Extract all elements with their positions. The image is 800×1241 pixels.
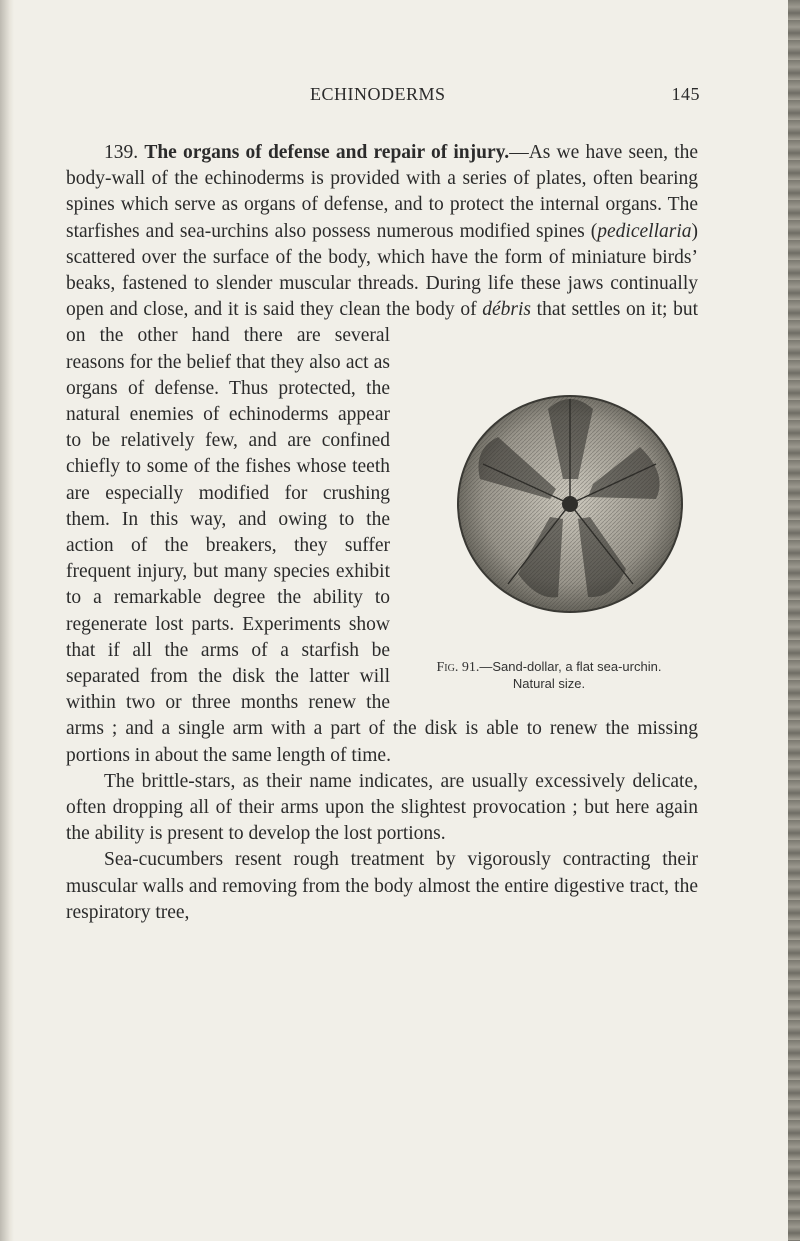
paragraph-brittle-stars: The brittle-stars, as their name indicates, are usually excessively delicate, often dropping all of their arms upon the slightest provocation ; but here again the ability is present to develop the lost portions. xyxy=(66,770,698,845)
figure-subcaption: Natural size. xyxy=(512,676,586,692)
term-pedicellaria: pedicellaria xyxy=(597,220,692,242)
section-number: 139. xyxy=(104,142,139,163)
sand-dollar-illustration xyxy=(428,329,698,659)
paragraph-text-c-content: that settles on it; but on the other hand there are several reasons for the belief that they also act as organs of defense. Thus protected, the natural enemies of echinoderms appear to be relatively few, and are confined chiefly to some of the fishes whose teeth are especially modified for crushing them. In this way, and owing to the action of the breakers, they suffer frequent injury, but many species exhibit to a remarkable degree the ability to regenerate lost parts. Experiments show that if all the arms of a starfish be separated from the disk the latter will within two or three months renew the arms ; and a single arm with a part of the disk is able to renew the missing portions in about the same length of time. xyxy=(66,299,698,766)
paragraph-text-c xyxy=(66,299,698,765)
page-number: 145 xyxy=(671,84,700,104)
paragraph-text-a: —As we have seen, the body-wall of the echinoderms is provided with a series of plates, often bearing spines which serve as organs of defense, and to protect the internal organs. The starfishes and sea-urchins also possess numerous modified spines ( xyxy=(66,142,698,242)
page-gutter-shadow xyxy=(0,0,14,1241)
paragraph-139 xyxy=(66,140,698,769)
body-text xyxy=(66,140,698,926)
figure-caption xyxy=(400,659,698,692)
figure-label: Fig. 91. xyxy=(436,660,480,676)
section-heading: The organs of defense and repair of injury. xyxy=(144,142,510,163)
running-title: ECHINODERMS xyxy=(310,84,446,104)
paragraph-sea-cucumbers: Sea-cucumbers resent rough treatment by vigorously contracting their muscular walls and removing from the body almost the entire digestive tract, the respiratory tree, xyxy=(66,849,698,923)
term-debris: débris xyxy=(482,299,531,321)
figure-caption-text: —Sand-dollar, a flat sea-urchin. xyxy=(479,659,662,675)
paragraph-text-b: ) scattered over the surface of the body, which have the form of miniature birds’ beaks, fastened to slender muscular threads. During life these jaws continually open and close, and it is said they clean the body of xyxy=(66,220,698,321)
book-spine-edge xyxy=(788,0,800,1241)
figure-91 xyxy=(400,329,698,699)
